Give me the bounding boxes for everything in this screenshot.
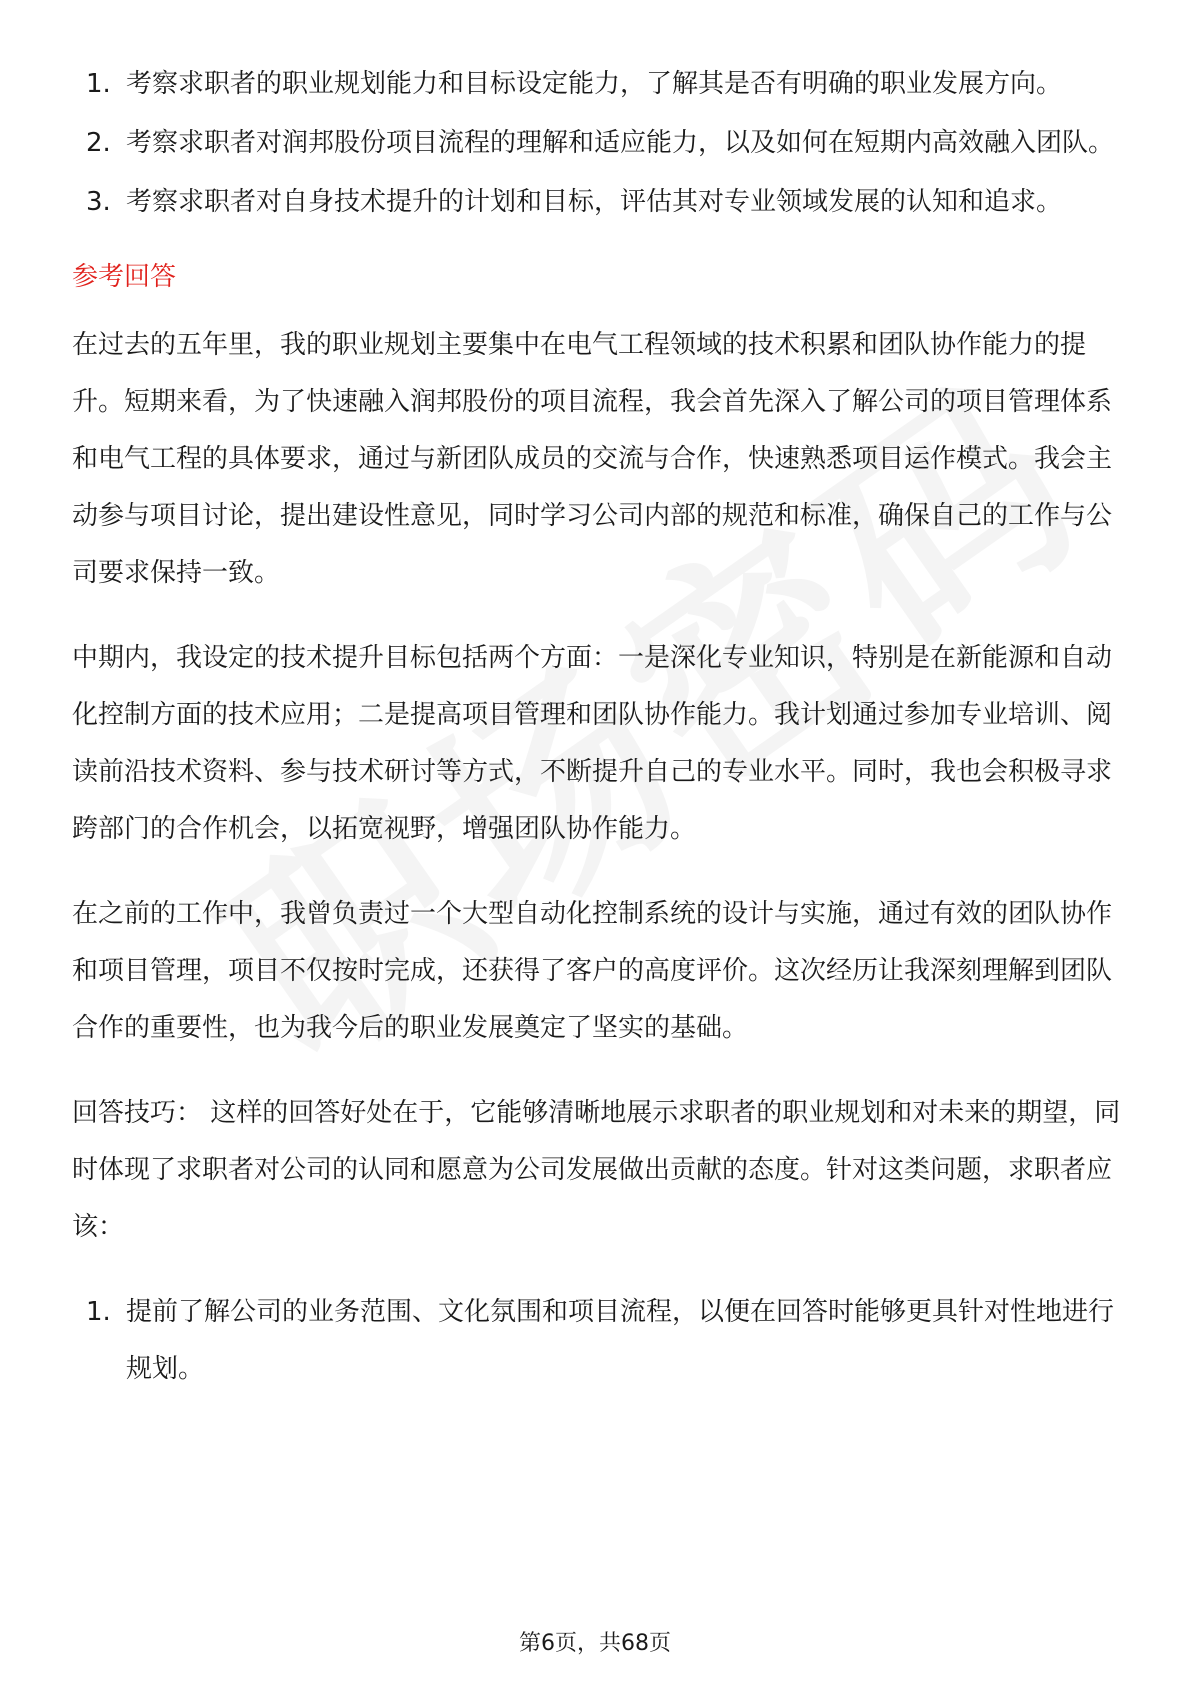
list-item (72, 1284, 1122, 1398)
answer-paragraph: 中期内，我设定的技术提升目标包括两个方面：一是深化专业知识，特别是在新能源和自动化控制方面的技术应用；二是提高项目管理和团队协作能力。我计划通过参加专业培训、阅读前沿技术资料、参与技术研讨等方式，不断提升自己的专业水平。同时，我也会积极寻求跨部门的合作机会，以拓宽视野，增强团队协作能力。 (72, 643, 1113, 844)
list-item-number: 1. (86, 1297, 111, 1327)
answer-paragraph: 在过去的五年里，我的职业规划主要集中在电气工程领域的技术积累和团队协作能力的提升。短期来看，为了快速融入润邦股份的项目流程，我会首先深入了解公司的项目管理体系和电气工程的具体要求，通过与新团队成员的交流与合作，快速熟悉项目运作模式。我会主动参与项目讨论，提出建设性意见，同时学习公司内部的规范和标准，确保自己的工作与公司要求保持一致。 (72, 330, 1113, 588)
intro-points-list (72, 56, 1122, 231)
list-item-number: 1. (86, 69, 111, 99)
list-item-text: 考察求职者对自身技术提升的计划和目标，评估其对专业领域发展的认知和追求。 (126, 187, 1063, 217)
section-heading-reference-answer: 参考回答 (72, 262, 177, 292)
list-item-number: 2. (86, 128, 111, 158)
list-item (72, 115, 1122, 172)
list-item-text: 考察求职者的职业规划能力和目标设定能力，了解其是否有明确的职业发展方向。 (126, 69, 1063, 99)
tip-points-list (72, 1284, 1122, 1398)
list-item-text: 考察求职者对润邦股份项目流程的理解和适应能力，以及如何在短期内高效融入团队。 (126, 128, 1115, 158)
answer-tips-paragraph: 回答技巧： 这样的回答好处在于，它能够清晰地展示求职者的职业规划和对未来的期望，同时体现了求职者对公司的认同和愿意为公司发展做出贡献的态度。针对这类问题，求职者应该： (72, 1098, 1121, 1242)
list-item (72, 174, 1122, 231)
page-number-footer: 第6页，共68页 (519, 1631, 671, 1656)
list-item (72, 56, 1122, 113)
list-item-number: 3. (86, 187, 111, 217)
answer-paragraph: 在之前的工作中，我曾负责过一个大型自动化控制系统的设计与实施，通过有效的团队协作和项目管理，项目不仅按时完成，还获得了客户的高度评价。这次经历让我深刻理解到团队合作的重要性，也为我今后的职业发展奠定了坚实的基础。 (72, 899, 1113, 1043)
page-content (72, 56, 1122, 1400)
list-item-text: 提前了解公司的业务范围、文化氛围和项目流程，以便在回答时能够更具针对性地进行规划。 (126, 1297, 1115, 1384)
